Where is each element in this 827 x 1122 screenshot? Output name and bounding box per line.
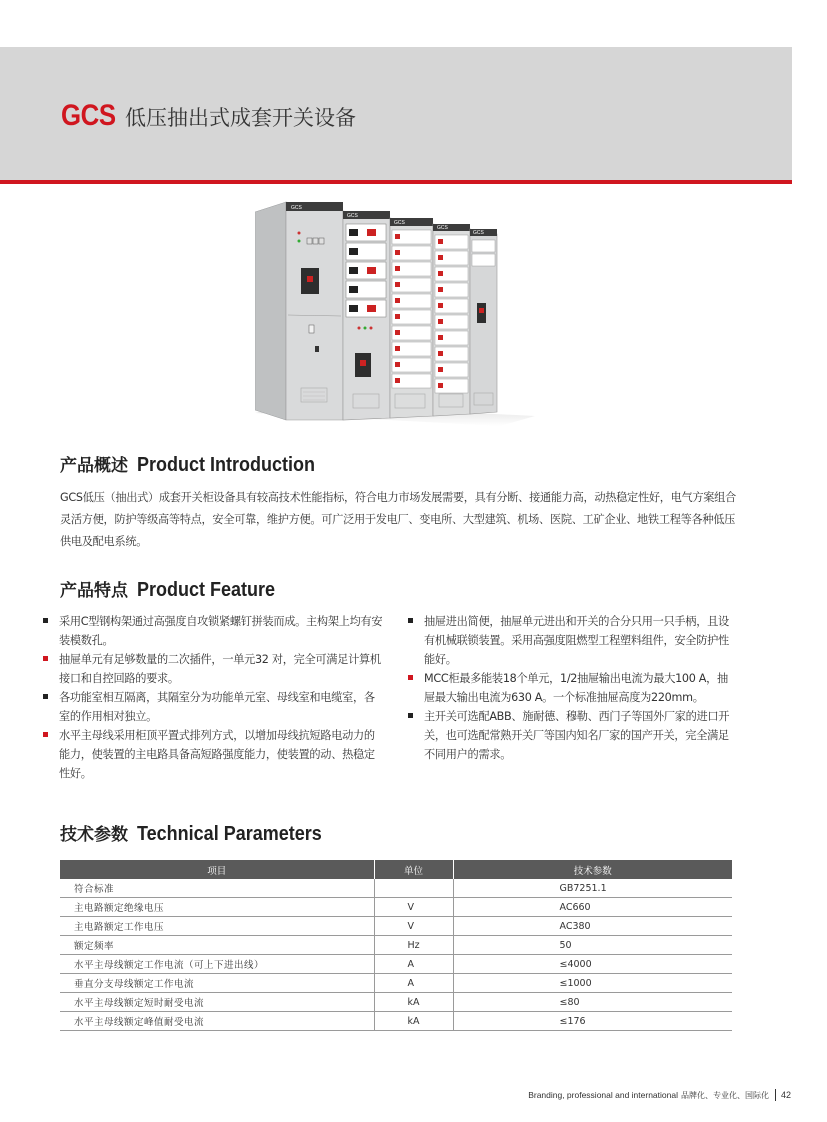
cell-item: 额定频率 [60,936,374,955]
cabinet-label-4: GCS [437,225,448,231]
feature-item [43,650,383,688]
cell-item: 符合标准 [60,879,374,898]
cell-unit: kA [374,1012,453,1031]
feature-list-left [43,612,383,783]
table-row [60,917,732,936]
header-value: 技术参数 [453,860,732,879]
feature-item [43,688,383,726]
feature-title-en: Product Feature [137,579,276,601]
bullet-marker [408,618,413,623]
intro-title-cn: 产品概述 [60,456,128,476]
header-item: 项目 [60,860,374,879]
table-row [60,898,732,917]
feature-text: 各功能室相互隔离，其隔室分为功能单元室、母线室和电缆室，各室的作用相对独立。 [59,691,375,723]
section-title-feature [60,576,290,602]
feature-title-cn: 产品特点 [60,581,128,601]
cell-value: AC660 [453,898,732,917]
cell-value: ≤176 [453,1012,732,1031]
feature-item [408,707,736,764]
cell-unit [374,879,453,898]
page-title [61,99,356,133]
bullet-marker [43,732,48,737]
cell-item: 主电路额定工作电压 [60,917,374,936]
feature-item [408,669,736,707]
bullet-marker [408,675,413,680]
table-row [60,936,732,955]
parameters-table [60,860,732,1031]
table-header-row [60,860,732,879]
cell-value: GB7251.1 [453,879,732,898]
cabinet-label-1: GCS [291,205,302,211]
cell-value: ≤1000 [453,974,732,993]
cell-unit: V [374,917,453,936]
table-row [60,974,732,993]
feature-list-right [408,612,736,764]
section-title-params [60,820,342,846]
cell-value: AC380 [453,917,732,936]
footer-slogan-en: Branding, professional and international [528,1090,678,1100]
cell-unit: kA [374,993,453,1012]
feature-text: 采用C型钢构架通过高强度自攻锁紧螺钉拼装而成。主构架上均有安装模数孔。 [59,615,383,647]
table-row [60,955,732,974]
bullet-marker [43,694,48,699]
page-footer [528,1089,791,1101]
feature-text: 抽屉单元有足够数量的二次插件，一单元32 对，完全可满足计算机接口和自控回路的要求。 [59,653,381,685]
table-row [60,993,732,1012]
feature-item [43,612,383,650]
feature-text: MCC柜最多能装18个单元，1/2抽屉输出电流为最大100 A，抽屉最大输出电流为630 A。一个标准抽屉高度为220mm。 [424,672,728,704]
intro-title-en: Product Introduction [137,454,315,476]
cell-value: 50 [453,936,732,955]
cabinet-label-2: GCS [347,213,358,219]
feature-text: 抽屉进出简便，抽屉单元进出和开关的合分只用一只手柄，且设有机械联锁装置。采用高强度阻燃型工程塑料组件，安全防护性能好。 [424,615,729,666]
cell-item: 水平主母线额定工作电流（可上下进出线） [60,955,374,974]
feature-text: 水平主母线采用柜顶平置式排列方式，以增加母线抗短路电动力的能力，使装置的主电路具备高短路强度能力，使装置的动、热稳定性好。 [59,729,375,780]
footer-divider [775,1089,776,1101]
header-banner [0,47,792,184]
cell-item: 水平主母线额定短时耐受电流 [60,993,374,1012]
cell-item: 垂直分支母线额定工作电流 [60,974,374,993]
cell-value: ≤80 [453,993,732,1012]
feature-text: 主开关可选配ABB、施耐德、穆勒、西门子等国外厂家的进口开关，也可选配常熟开关厂等国内知名厂家的国产开关，完全满足不同用户的需求。 [424,710,730,761]
table-row [60,879,732,898]
feature-item [408,612,736,669]
feature-item [43,726,383,783]
cell-unit: Hz [374,936,453,955]
bullet-marker [43,618,48,623]
intro-paragraph: GCS低压（抽出式）成套开关柜设备具有较高技术性能指标，符合电力市场发展需要，具有分断、接通能力高，动热稳定性好，电气方案组合灵活方便，防护等级高等特点，安全可靠，维护方便。可广泛用于发电厂、变电所、大型建筑、机场、医院、工矿企业、地铁工程等各种低压供电及配电系统。 [60,491,736,548]
cell-unit: V [374,898,453,917]
cell-unit: A [374,955,453,974]
bullet-marker [43,656,48,661]
section-title-intro [60,451,335,477]
cell-value: ≤4000 [453,955,732,974]
table-row [60,1012,732,1031]
cabinet-label-3: GCS [394,220,405,226]
footer-slogan-cn: 品牌化、专业化、国际化 [680,1090,769,1100]
brand-label: GCS [61,99,116,132]
params-title-en: Technical Parameters [137,823,322,845]
cell-item: 水平主母线额定峰值耐受电流 [60,1012,374,1031]
switchgear-cabinet-image [255,198,535,438]
header-unit: 单位 [374,860,453,879]
cell-item: 主电路额定绝缘电压 [60,898,374,917]
bullet-marker [408,713,413,718]
cell-unit: A [374,974,453,993]
page-number: 42 [780,1090,791,1100]
params-title-cn: 技术参数 [60,825,128,845]
cabinet-label-5: GCS [473,230,484,236]
title-cn: 低压抽出式成套开关设备 [125,106,356,130]
